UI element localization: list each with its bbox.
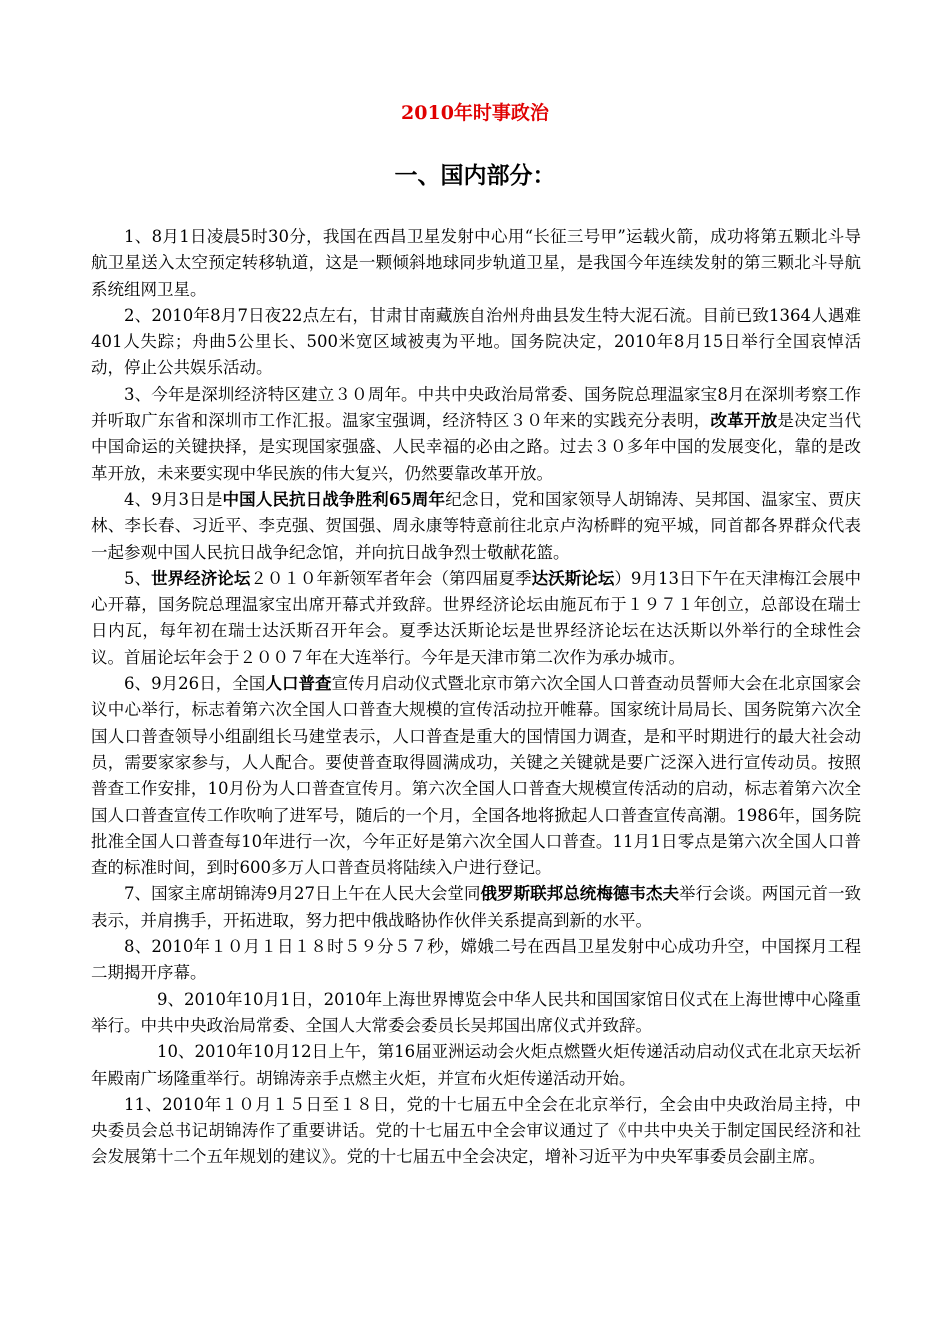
paragraph-text: 9、2010年10月1日，2010年上海世界博览会中华人民共和国国家馆日仪式在上海世博中心隆重举行。中共中央政治局常委、全国人大常委会委员长吴邦国出席仪式并致辞。 bbox=[91, 989, 861, 1035]
paragraph-text: 3、今年是深圳经济特区建立３０周年。中共中央政治局常委、国务院总理温家宝8月在深圳考察工作并听取广东省和深圳市工作汇报。温家宝强调，经济特区３０年来的实践充分表明， bbox=[91, 384, 861, 431]
bold-keyword: 世界经济论坛 bbox=[151, 568, 251, 588]
paragraph-text: 举行会谈。两国元首一致表示，并肩携手，开拓进取，努力把中俄战略协作伙伴关系提高到新的水平。 bbox=[91, 884, 862, 930]
paragraph-text: 1、8月1日凌晨5时30分，我国在西昌卫星发射中心用“长征三号甲”运载火箭，成功将第五颗北斗导航卫星送入太空预定转移轨道，这是一颗倾斜地球同步轨道卫星，是我国今年连续发射的第三颗北斗导航系统组网卫星。 bbox=[91, 227, 861, 299]
paragraph-text: ）9月13日下午在天津梅江会展中心开幕，国务院总理温家宝出席开幕式并致辞。世界经济论坛由施瓦布于１９７１年创立，总部设在瑞士日内瓦，每年初在瑞士达沃斯召开年会。夏季达沃斯论坛是世界经济论坛在达沃斯以外举行的全球性会议。首届论坛年会于２００７年在大连举行。今年是天津市第二次作为承办城市。 bbox=[91, 568, 862, 667]
paragraph-text: 是决定当代中国命运的关键抉择，是实现国家强盛、人民幸福的必由之路。过去３０多年中国的发展变化，靠的是改革开放，未来要实现中华民族的伟大复兴，仍然要靠改革开放。 bbox=[91, 411, 862, 483]
paragraph-text: 6、9月26日，全国 bbox=[124, 674, 266, 694]
bold-keyword: 人口普查 bbox=[265, 674, 332, 694]
paragraph-text: 8、2010年１０月１日１８时５９分５７秒，嫦娥二号在西昌卫星发射中心成功升空，中国探月工程二期揭开序幕。 bbox=[91, 937, 861, 983]
bold-keyword: 中国人民抗日战争胜利65周年 bbox=[222, 489, 446, 509]
bold-keyword: 俄罗斯联邦总统梅德韦杰夫 bbox=[480, 884, 680, 904]
document-body bbox=[91, 224, 861, 1171]
news-item-paragraph bbox=[91, 1039, 861, 1092]
news-item-paragraph bbox=[91, 934, 861, 987]
news-item-paragraph bbox=[91, 881, 861, 934]
news-item-paragraph bbox=[91, 566, 861, 671]
paragraph-text: 纪念日，党和国家领导人胡锦涛、吴邦国、温家宝、贾庆林、李长春、习近平、李克强、贺国强、周永康等特意前往北京卢沟桥畔的宛平城，同首都各界群众代表一起参观中国人民抗日战争纪念馆，并向抗日战争烈士敬献花篮。 bbox=[91, 489, 861, 562]
section-heading: 一、国内部分： bbox=[394, 162, 556, 189]
news-item-paragraph bbox=[91, 671, 861, 881]
news-item-paragraph bbox=[91, 487, 861, 566]
paragraph-text: 4、9月3日是 bbox=[124, 489, 223, 509]
paragraph-text: 宣传月启动仪式暨北京市第六次全国人口普查动员誓师大会在北京国家会议中心举行，标志着第六次全国人口普查大规模的宣传活动拉开帷幕。国家统计局局长、国务院第六次全国人口普查领导小组副组长马建堂表示，人口普查是重大的国情国力调查，是和平时期进行的最大社会动员，需要家家参与，人人配合。要使普查取得圆满成功，关键之关键就是要广泛深入进行宣传动员。按照普查工作安排，10月份为人口普查宣传月。第六次全国人口普查大规模宣传活动的启动，标志着第六次全国人口普查宣传工作吹响了进军号，随后的一个月，全国各地将掀起人口普查宣传高潮。1986年，国务院批准全国人口普查每10年进行一次，今年正好是第六次全国人口普查。11月1日零点是第六次全国人口普查的标准时间，到时600多万人口普查员将陆续入户进行登记。 bbox=[91, 674, 862, 878]
news-item-paragraph bbox=[91, 224, 861, 303]
paragraph-text: 10、2010年10月12日上午，第16届亚洲运动会火炬点燃暨火炬传递活动启动仪式在北京天坛祈年殿南广场隆重举行。胡锦涛亲手点燃主火炬，并宣布火炬传递活动开始。 bbox=[91, 1042, 861, 1088]
paragraph-text: ２０１０年新领军者年会（第四届夏季 bbox=[250, 568, 532, 588]
paragraph-text: 5、 bbox=[124, 568, 152, 588]
news-item-paragraph bbox=[91, 303, 861, 382]
paragraph-text: 7、国家主席胡锦涛9月27日上午在人民大会堂同 bbox=[124, 884, 481, 904]
news-item-paragraph bbox=[91, 987, 861, 1040]
bold-keyword: 改革开放 bbox=[710, 411, 778, 431]
news-item-paragraph bbox=[91, 1092, 861, 1171]
paragraph-text: 2、2010年8月7日夜22点左右，甘肃甘南藏族自治州舟曲县发生特大泥石流。目前已致1364人遇难401人失踪；舟曲5公里长、500米宽区域被夷为平地。国务院决定，2010年8月15日举行全国哀悼活动，停止公共娱乐活动。 bbox=[91, 305, 861, 378]
paragraph-text: 11、2010年１０月１５日至１８日，党的十七届五中全会在北京举行，全会由中央政治局主持，中央委员会总书记胡锦涛作了重要讲话。党的十七届五中全会审议通过了《中共中央关于制定国民经济和社会发展第十二个五年规划的建议》。党的十七届五中全会决定，增补习近平为中央军事委员会副主席。 bbox=[91, 1094, 861, 1167]
news-item-paragraph bbox=[91, 382, 861, 487]
bold-keyword: 达沃斯论坛 bbox=[531, 568, 615, 588]
document-title: 2010年时事政治 bbox=[401, 102, 549, 124]
